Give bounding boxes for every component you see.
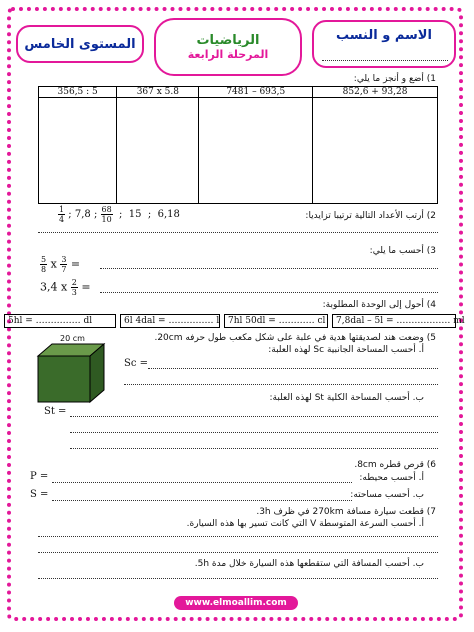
q5b-question: ب. أحسب المساحة الكلية St لهذه العلبة: [269,393,424,403]
footer-website[interactable]: www.elmoallim.com [174,596,298,610]
fraction: $\frac{68}{10}$ [101,205,112,224]
q4-instruction: 4) أحول إلى الوحدة المطلوبة: [322,300,436,310]
q3-expr2: 3,4 x $\frac{2}{3}$ = [40,278,91,297]
q3-answer-line-1[interactable] [100,268,438,269]
work-cell[interactable] [117,98,199,204]
work-cell[interactable] [39,98,117,204]
q7b-question: ب. أحسب المسافة التي ستقطعها هذه السيارة خلال مدة 5h. [194,559,424,569]
st-label: St = [44,406,67,417]
cube-dimension-label: 20 cm [60,334,85,343]
q3-instruction: 3) أحسب ما يلي: [369,246,436,256]
level-box [16,25,144,63]
q7a-answer-line-1[interactable] [38,536,438,537]
conversion-box[interactable]: 7,8dal – 5l = ……………… ml [332,314,456,328]
q6b-answer-line[interactable] [52,500,352,501]
stage-title: المرحلة الرابعة [187,48,269,61]
conversion-box[interactable]: 5hl = …………… dl [4,314,116,328]
conversion-box[interactable]: 6l 4dal = …………… l [120,314,220,328]
op-cell: 356,5 : 5 [39,87,117,98]
q2-answer-line[interactable] [38,232,438,233]
q7a-question: أ. أحسب السرعة المتوسطة V التي كانت تسير بها هذه السيارة. [186,519,424,529]
op-cell: 852,6 + 93,28 [313,87,438,98]
q6a-question: أ. أحسب محيطه: [359,473,424,483]
q5a-answer-line-2[interactable] [124,384,438,385]
q5b-answer-line-2[interactable] [70,432,438,433]
op-cell: 367 x 5.8 [117,87,199,98]
subject-title: الرياضيات [196,33,260,48]
q5b-answer-line-3[interactable] [70,448,438,449]
q7a-answer-line-2[interactable] [38,552,438,553]
q7-instruction: 7) قطعت سيارة مسافة 270km في ظرف 3h. [256,507,436,517]
q2-numbers: $\frac{1}{4}$ ; 7,8 ; $\frac{68}{10}$ ; 15 ; 6,18 [59,205,180,224]
q3-expr1: $\frac{5}{8}$ x $\frac{3}{7}$ = [41,255,81,274]
q1-instruction: 1) أضع و أنجز ما يلي: [353,74,436,84]
q6a-answer-line[interactable] [52,482,352,483]
fraction: $\frac{1}{4}$ [59,205,65,224]
name-field[interactable] [322,60,448,61]
perimeter-label: P = [30,471,49,482]
q3-answer-line-2[interactable] [100,292,438,293]
q5-instruction: 5) وضعت هند لصديقتها هدية في علبة على شكل مكعب طول حرفه 20cm. [154,333,436,343]
q5a-answer-line-1[interactable] [148,368,438,369]
q6-instruction: 6) قرص قطره 8cm. [354,460,436,470]
q6b-question: ب. أحسب مساحته: [350,490,424,500]
op-cell: 7481 – 693,5 [199,87,313,98]
level-title: المستوى الخامس [24,36,136,52]
q2-instruction: 2) أرتب الأعداد التالية ترتيبا تزايديا: [305,211,436,221]
q5a-question: أ. أحسب المساحة الجانبية Sc لهذه العلبة: [268,345,424,355]
subject-box [154,18,302,76]
q5b-answer-line-1[interactable] [70,416,438,417]
conversion-box[interactable]: 7hl 50dl = ………… cl [224,314,328,328]
cube-illustration [36,342,108,404]
work-cell[interactable] [199,98,313,204]
name-label: الاسم و النسب [336,28,432,43]
work-cell[interactable] [313,98,438,204]
sc-label: Sc = [124,358,149,369]
operations-table [38,86,438,204]
q7b-answer-line[interactable] [38,578,438,579]
area-label: S = [30,489,49,500]
